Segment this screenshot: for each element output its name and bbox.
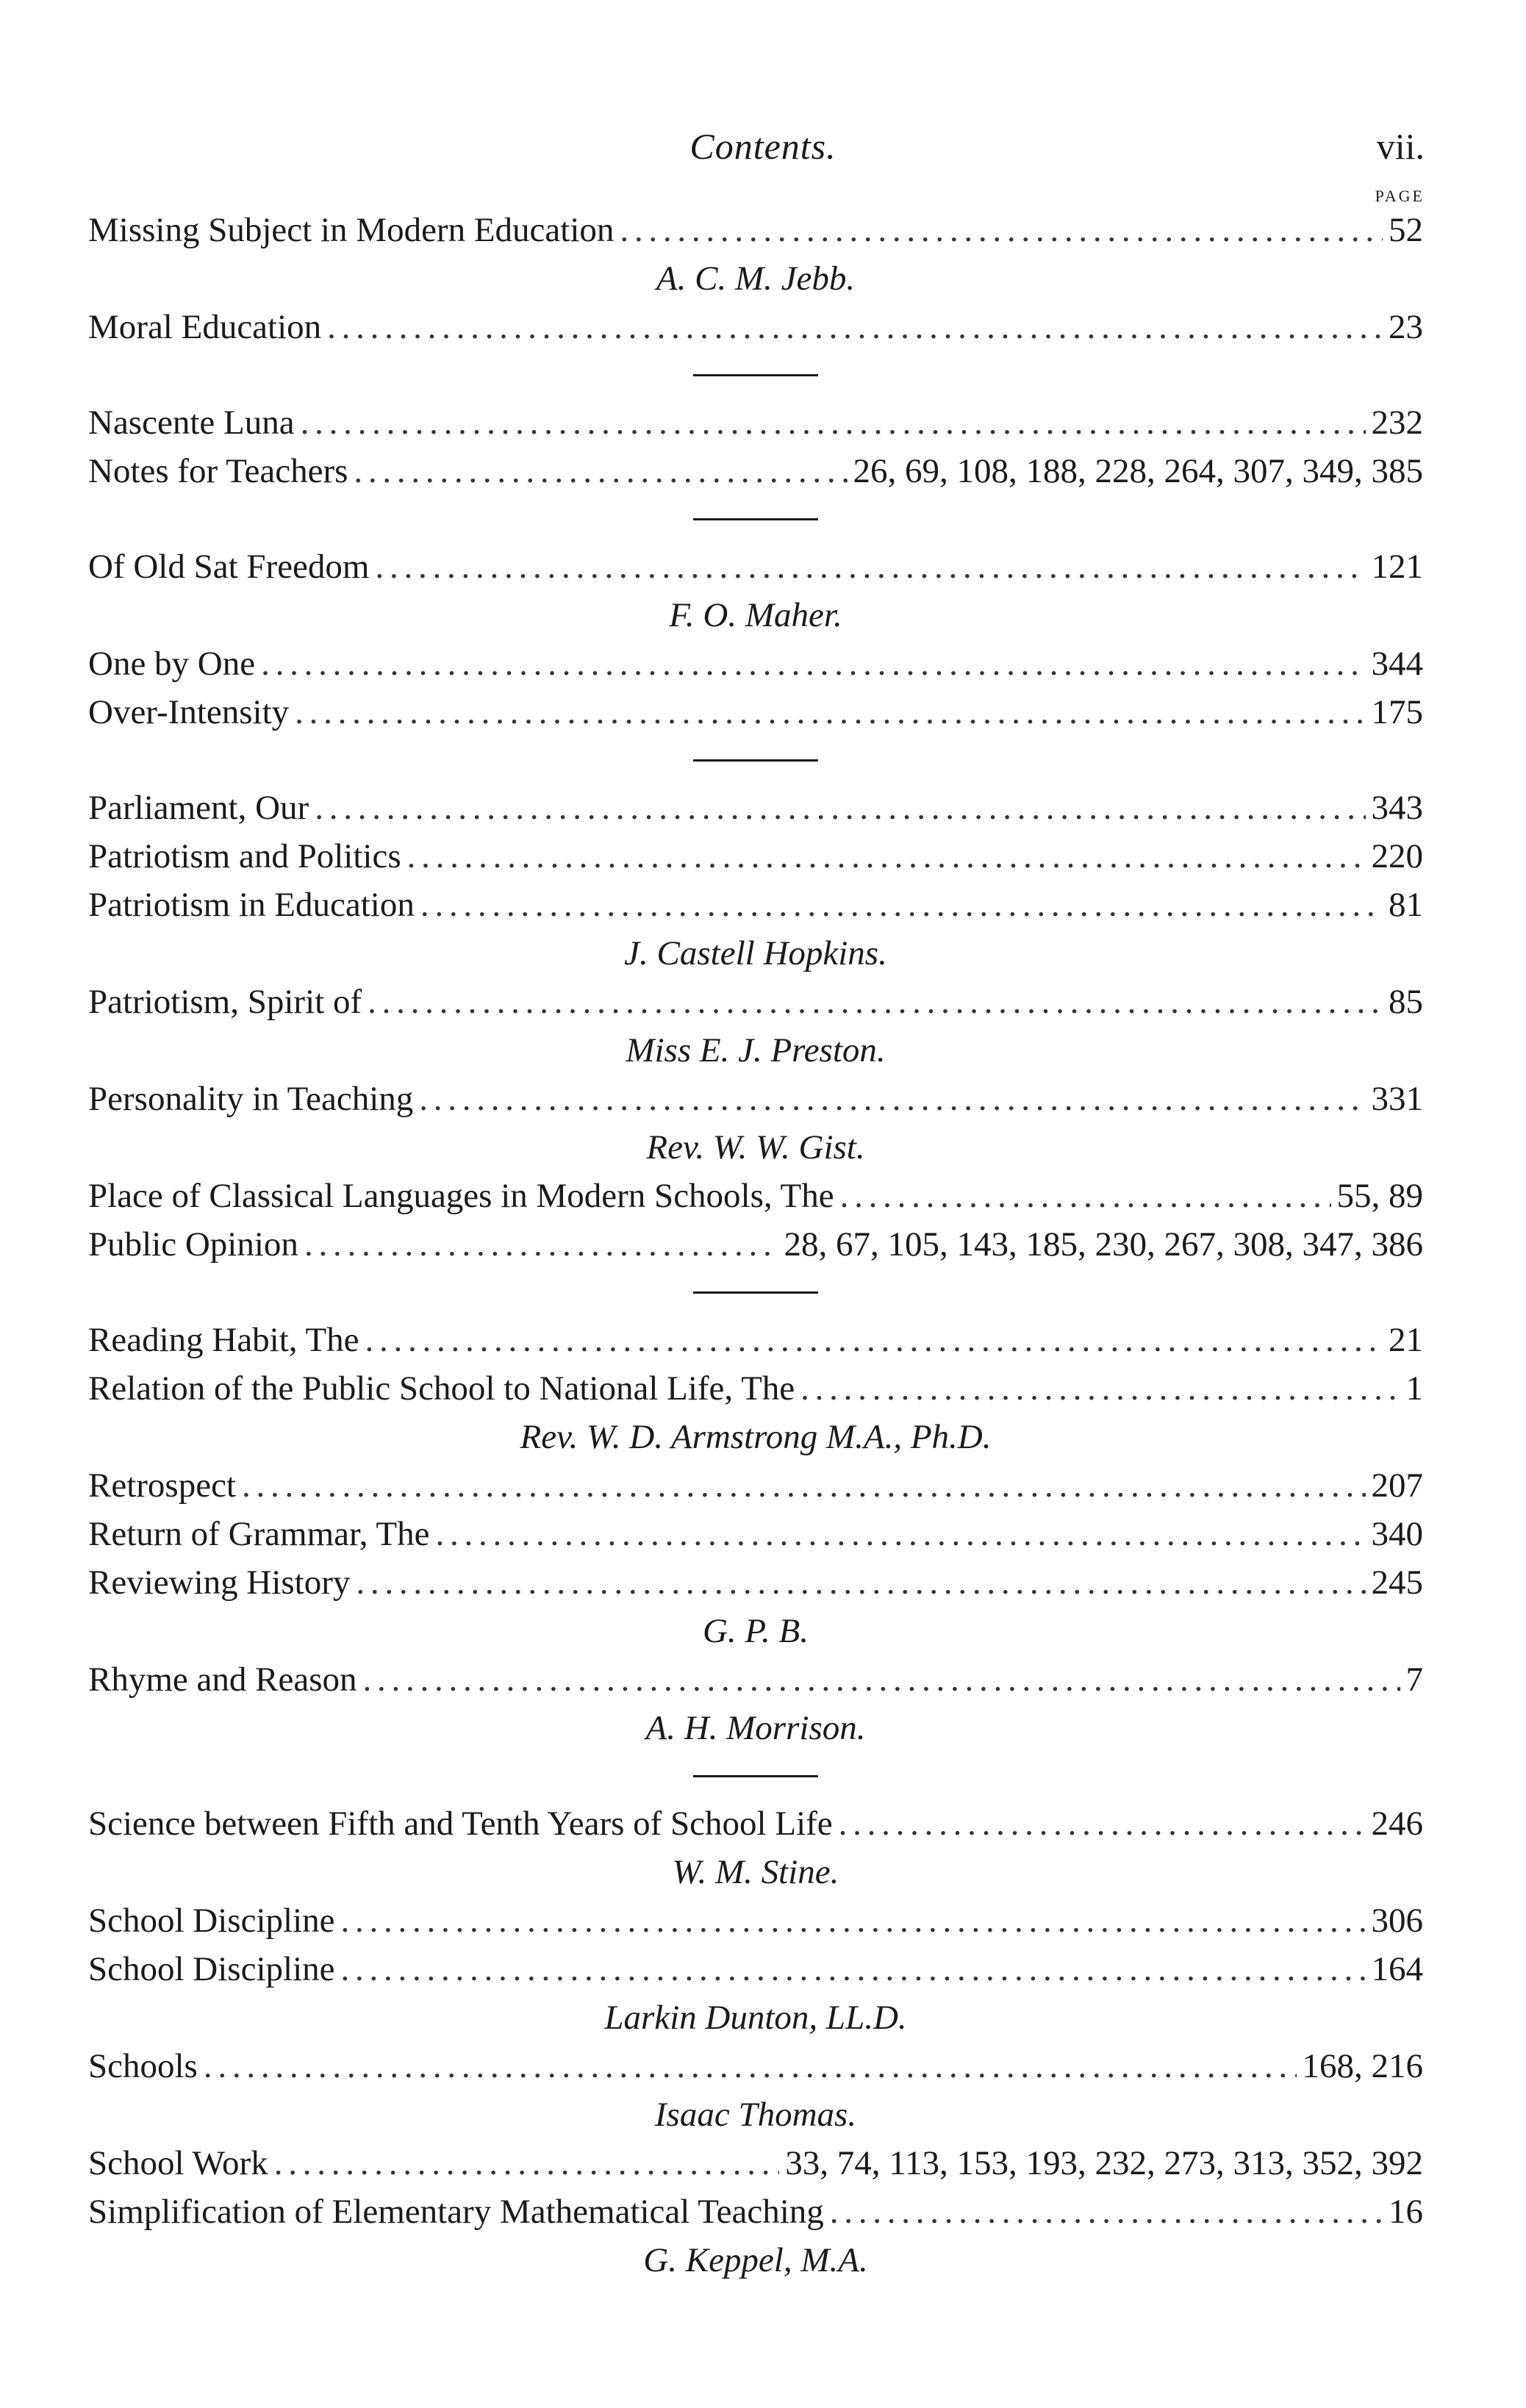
entry-pages: 21 (1389, 1321, 1423, 1359)
entry-pages: 26, 69, 108, 188, 228, 264, 307, 349, 385 (853, 452, 1423, 490)
dot-leader (839, 1799, 1366, 1848)
toc-entry (88, 206, 1423, 254)
toc-entry (88, 1896, 1423, 1945)
entry-title: School Discipline (88, 1950, 335, 1988)
entry-pages: 28, 67, 105, 143, 185, 230, 267, 308, 347, 386 (784, 1225, 1423, 1264)
toc-entry (88, 2139, 1423, 2187)
entry-title: Patriotism in Education (88, 886, 415, 924)
section-divider (88, 1752, 1423, 1799)
toc-entry (88, 2187, 1423, 2236)
toc-entry (88, 1655, 1423, 1704)
toc-entry (88, 1945, 1423, 1993)
toc-entry (88, 1316, 1423, 1364)
dot-leader (327, 303, 1383, 351)
toc-entry (88, 881, 1423, 929)
entry-title: Rhyme and Reason (88, 1660, 357, 1699)
divider-rule (693, 518, 818, 520)
entry-pages: 23 (1389, 308, 1423, 346)
toc-entry (88, 784, 1423, 832)
entry-title: Return of Grammar, The (88, 1515, 430, 1553)
toc-entry (88, 1075, 1423, 1123)
divider-rule (693, 1291, 818, 1294)
entry-author: Larkin Dunton, LL.D. (604, 1999, 907, 2037)
entry-title: School Work (88, 2144, 268, 2182)
toc-entry (88, 447, 1423, 495)
divider-rule (693, 1775, 818, 1777)
dot-leader (356, 1558, 1365, 1607)
toc-entry (88, 1364, 1423, 1413)
entry-title: School Discipline (88, 1902, 335, 1940)
dot-leader (242, 1461, 1366, 1510)
entry-pages: 85 (1389, 983, 1423, 1021)
entry-pages: 344 (1371, 645, 1423, 683)
entry-pages: 168, 216 (1302, 2047, 1423, 2085)
dot-leader (363, 1655, 1400, 1704)
entry-pages: 207 (1371, 1466, 1423, 1505)
entry-title: Simplification of Elementary Mathematical Teaching (88, 2193, 824, 2231)
entry-pages: 7 (1405, 1660, 1423, 1699)
table-of-contents (88, 206, 1423, 2285)
dot-leader (840, 1172, 1331, 1220)
dot-leader (301, 398, 1366, 447)
entry-title: Reading Habit, The (88, 1321, 359, 1359)
dot-leader (830, 2187, 1383, 2236)
dot-leader (420, 881, 1383, 929)
entry-author: Rev. W. D. Armstrong M.A., Ph.D. (520, 1418, 992, 1456)
entry-title: Over-Intensity (88, 693, 290, 731)
entry-author: F. O. Maher. (669, 596, 842, 634)
entry-pages: 81 (1389, 886, 1423, 924)
toc-entry (88, 639, 1423, 688)
entry-pages: 331 (1371, 1080, 1423, 1118)
entry-author: Rev. W. W. Gist. (646, 1128, 865, 1167)
dot-leader (315, 784, 1365, 832)
entry-pages: 220 (1371, 837, 1423, 875)
dot-leader (295, 688, 1365, 737)
entry-pages: 175 (1371, 693, 1423, 731)
divider-rule (693, 374, 818, 376)
entry-title: Patriotism and Politics (88, 837, 401, 875)
toc-entry (88, 398, 1423, 447)
toc-entry (88, 978, 1423, 1026)
dot-leader (354, 447, 847, 495)
entry-author: G. P. B. (702, 1612, 809, 1650)
dot-leader (304, 1220, 778, 1269)
entry-author: Isaac Thomas. (654, 2096, 857, 2134)
entry-pages: 306 (1371, 1902, 1423, 1940)
dot-leader (419, 1075, 1365, 1123)
entry-author: A. H. Morrison. (645, 1709, 866, 1747)
entry-title: Of Old Sat Freedom (88, 548, 370, 586)
entry-pages: 55, 89 (1336, 1177, 1423, 1215)
entry-title: One by One (88, 645, 256, 683)
dot-leader (341, 1945, 1366, 1993)
entry-author: W. M. Stine. (672, 1853, 839, 1891)
entry-pages: 343 (1371, 789, 1423, 827)
entry-author: Miss E. J. Preston. (626, 1031, 886, 1069)
dot-leader (800, 1364, 1400, 1413)
toc-entry (88, 1220, 1423, 1269)
entry-author: J. Castell Hopkins. (624, 934, 887, 972)
dot-leader (368, 978, 1383, 1026)
toc-entry (88, 542, 1423, 591)
entry-pages: 246 (1371, 1805, 1423, 1843)
entry-title: Notes for Teachers (88, 452, 348, 490)
entry-title: Nascente Luna (88, 404, 295, 442)
entry-title: Relation of the Public School to National Life, The (88, 1369, 795, 1408)
dot-leader (620, 206, 1383, 254)
entry-pages: 121 (1371, 548, 1423, 586)
toc-entry (88, 1172, 1423, 1220)
toc-entry (88, 1558, 1423, 1607)
dot-leader (407, 832, 1366, 881)
toc-entry (88, 1461, 1423, 1510)
dot-leader (365, 1316, 1383, 1364)
dot-leader (261, 639, 1365, 688)
toc-entry (88, 303, 1423, 351)
dot-leader (436, 1510, 1366, 1558)
entry-pages: 245 (1371, 1563, 1423, 1602)
entry-pages: 33, 74, 113, 153, 193, 232, 273, 313, 352, 392 (785, 2144, 1423, 2182)
entry-title: Science between Fifth and Tenth Years of School Life (88, 1805, 833, 1843)
toc-entry (88, 2042, 1423, 2090)
divider-rule (693, 759, 818, 762)
dot-leader (341, 1896, 1366, 1945)
entry-title: Place of Classical Languages in Modern Schools, The (88, 1177, 834, 1215)
section-divider (88, 737, 1423, 784)
section-divider (88, 495, 1423, 542)
entry-title: Retrospect (88, 1466, 236, 1505)
toc-entry (88, 688, 1423, 737)
dot-leader (204, 2042, 1297, 2090)
entry-pages: 340 (1371, 1515, 1423, 1553)
page-column-label: PAGE (1375, 187, 1425, 205)
toc-entry (88, 832, 1423, 881)
running-header-title: Contents. (689, 126, 837, 167)
entry-title: Missing Subject in Modern Education (88, 211, 615, 249)
toc-entry (88, 1799, 1423, 1848)
entry-title: Reviewing History (88, 1563, 351, 1602)
entry-title: Personality in Teaching (88, 1080, 414, 1118)
page-number: vii. (1376, 126, 1425, 167)
entry-author: A. C. M. Jebb. (656, 259, 856, 298)
section-divider (88, 351, 1423, 398)
entry-pages: 16 (1389, 2193, 1423, 2231)
dot-leader (274, 2139, 780, 2187)
entry-pages: 52 (1389, 211, 1423, 249)
entry-title: Patriotism, Spirit of (88, 983, 362, 1021)
entry-pages: 232 (1371, 404, 1423, 442)
entry-author: G. Keppel, M.A. (643, 2241, 868, 2279)
dot-leader (375, 542, 1365, 591)
entry-title: Parliament, Our (88, 789, 309, 827)
entry-pages: 1 (1405, 1369, 1423, 1408)
entry-pages: 164 (1371, 1950, 1423, 1988)
entry-title: Moral Education (88, 308, 322, 346)
toc-entry (88, 1510, 1423, 1558)
section-divider (88, 1269, 1423, 1316)
entry-title: Public Opinion (88, 1225, 298, 1264)
entry-title: Schools (88, 2047, 198, 2085)
